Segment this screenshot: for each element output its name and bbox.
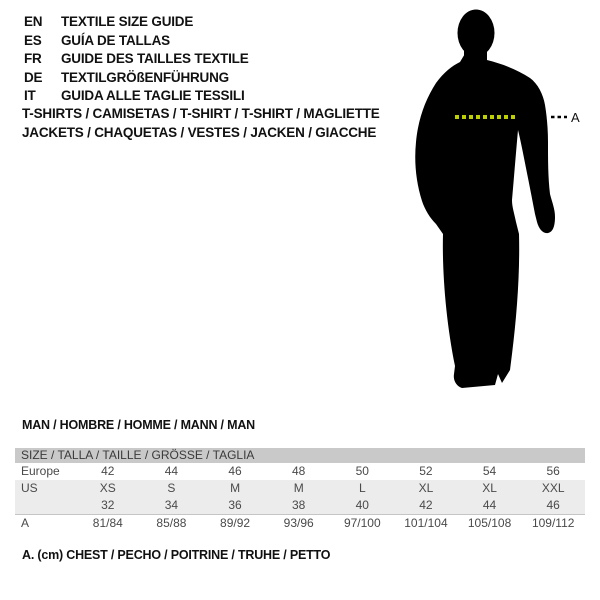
size-cell: 56 [546, 464, 560, 478]
size-cell: 97/100 [343, 516, 381, 530]
lang-row-de [24, 69, 249, 88]
lang-code: ES [24, 32, 42, 48]
size-cell: 89/92 [220, 516, 251, 530]
size-table-header: SIZE / TALLA / TAILLE / GRÖSSE / TAGLIA [15, 448, 585, 463]
measure-footnote: A. (cm) CHEST / PECHO / POITRINE / TRUHE / PETTO [22, 548, 331, 562]
lang-label: TEXTILGRÖßENFÜHRUNG [61, 69, 229, 85]
size-cell: 50 [355, 464, 369, 478]
lang-label: TEXTILE SIZE GUIDE [61, 14, 194, 29]
man-figure [398, 2, 590, 400]
section-title-man: MAN / HOMBRE / HOMME / MANN / MAN [22, 418, 255, 432]
category-tshirts: T-SHIRTS / CAMISETAS / T-SHIRT / T-SHIRT / MAGLIETTE [22, 106, 380, 121]
size-cell: 46 [546, 498, 560, 512]
size-cell: 46 [228, 464, 242, 478]
lang-row-en [24, 13, 249, 32]
lang-row-it [24, 87, 249, 106]
size-cell: 101/104 [404, 516, 448, 530]
size-table [15, 448, 585, 532]
table-row-europe [15, 463, 585, 480]
size-cell: 105/108 [467, 516, 512, 530]
measure-label-a: A [571, 110, 580, 125]
size-cell: 36 [228, 498, 242, 512]
size-cell: 44 [164, 464, 179, 478]
lang-label: GUIDE DES TAILLES TEXTILE [61, 51, 249, 66]
size-cell: 34 [164, 498, 179, 512]
lang-code: FR [24, 51, 42, 66]
size-cell: 48 [292, 464, 306, 478]
lang-code: EN [24, 14, 43, 29]
size-cell: M [230, 481, 241, 495]
size-cell: 109/112 [531, 516, 575, 530]
table-row-uk [15, 497, 585, 514]
man-silhouette [398, 2, 590, 400]
size-cell: 54 [482, 464, 497, 478]
size-cell: 42 [101, 464, 115, 478]
size-cell: 52 [419, 464, 433, 478]
size-cell: 38 [292, 498, 306, 512]
size-cell: L [358, 481, 366, 495]
size-cell: XL [482, 481, 497, 495]
size-cell: XXL [541, 481, 565, 495]
lang-row-es [24, 32, 249, 51]
row-label [15, 497, 76, 514]
language-list [24, 13, 249, 106]
size-cell: 81/84 [92, 516, 123, 530]
category-jackets: JACKETS / CHAQUETAS / VESTES / JACKEN / GIACCHE [22, 125, 377, 140]
lang-row-fr [24, 50, 249, 69]
size-cell: 93/96 [283, 516, 314, 530]
table-row-us [15, 480, 585, 497]
row-label: Europe [21, 464, 60, 478]
lang-label: GUIDA ALLE TAGLIE TESSILI [61, 88, 245, 103]
size-cell: 32 [101, 498, 115, 512]
size-cell: S [167, 481, 176, 495]
size-cell: M [293, 481, 304, 495]
row-label: A [21, 516, 30, 530]
size-cell: 42 [419, 498, 433, 512]
size-cell: XL [418, 481, 434, 495]
size-cell: 40 [355, 498, 369, 512]
lang-code: DE [24, 69, 43, 85]
lang-code: IT [24, 88, 36, 103]
table-row-chest-cm [15, 514, 585, 532]
size-cell: 44 [482, 498, 497, 512]
size-cell: XS [99, 481, 116, 495]
size-cell: 85/88 [156, 516, 187, 530]
garment-categories [22, 104, 380, 142]
lang-label: GUÍA DE TALLAS [61, 32, 170, 48]
row-label: US [21, 481, 38, 495]
